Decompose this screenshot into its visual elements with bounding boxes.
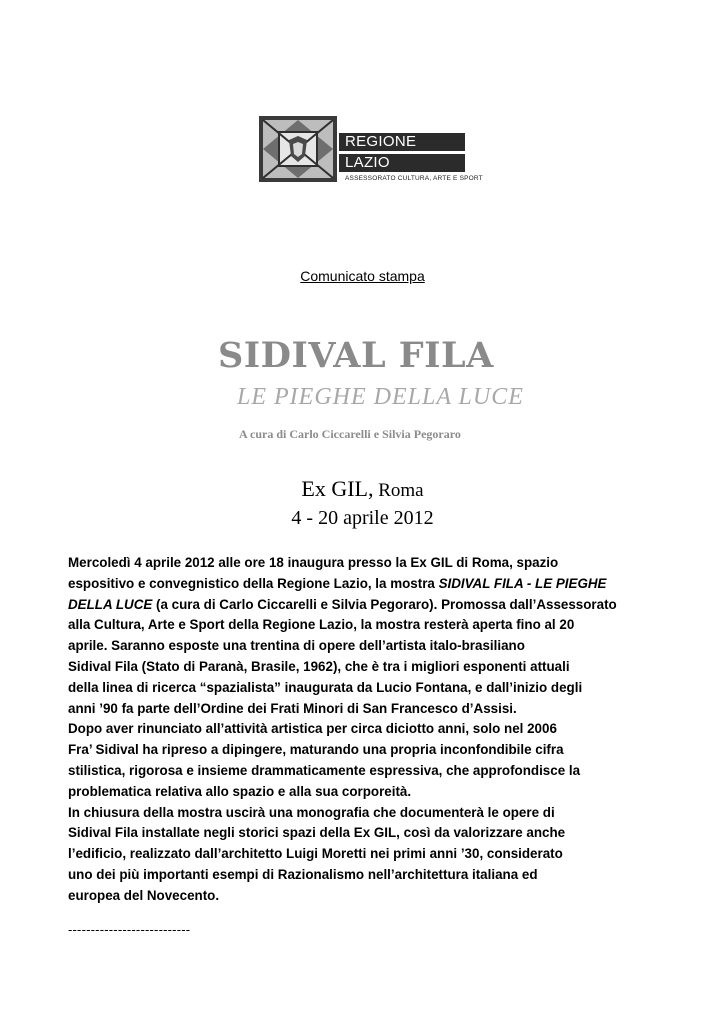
body-line: Sidival Fila installate negli storici spazi della Ex GIL, così da valorizzare anche [68,825,566,841]
body-line: In chiusura della mostra uscirà una monografia che documenterà le opere di [68,804,555,820]
body-line: europea del Novecento. [68,887,220,903]
body-line: anni ’90 fa parte dell’Ordine dei Frati Minori di San Francesco d’Assisi. [68,700,517,716]
venue-line [0,476,725,504]
regione-lazio-emblem-icon [259,116,337,182]
body-line: Dopo aver rinunciato all’attività artistica per circa diciotto anni, solo nel 2006 [68,721,557,737]
body-line: Mercoledì 4 aprile 2012 alle ore 18 inaugura presso la Ex GIL di Roma, spazio [68,555,559,570]
body-line: l’edificio, realizzato dall’architetto Luigi Moretti nei primi anni ’30, considerato [68,846,563,862]
body-line: della linea di ricerca “spazialista” inaugurata da Lucio Fontana, e dall’inizio degli [68,679,583,695]
body-line: alla Cultura, Arte e Sport della Regione Lazio, la mostra resterà aperta fino al 20 [68,617,575,633]
artist-title: SIDIVAL FILA [218,335,494,376]
logo-name-line2: LAZIO [345,154,390,171]
regione-lazio-logo [259,116,483,186]
body-line: Fra’ Sidival ha ripreso a dipingere, maturando una propria inconfondibile cifra [68,742,564,758]
body-line: DELLA LUCE (a cura di Carlo Ciccarelli e Silvia Pegoraro). Promossa dall’Assessorato [68,596,617,612]
body-line: problematica relativa allo spazio e alla sua corporeità. [68,783,412,799]
press-release-body [68,553,668,907]
body-line: aprile. Saranno esposte una trentina di opere dell’artista italo-brasiliano [68,638,525,654]
body-line: stilistica, rigorosa e insieme drammaticamente espressiva, che approfondisce la [68,762,581,778]
body-italic-title: SIDIVAL FILA - LE PIEGHE [438,575,607,591]
curators-line: A cura di Carlo Ciccarelli e Silvia Pegoraro [239,427,461,441]
press-release-label: Comunicato stampa [300,268,425,284]
body-italic-title: DELLA LUCE [68,596,153,612]
body-line: espositivo e convegnistico della Regione Lazio, la mostra SIDIVAL FILA - LE PIEGHE [68,575,607,591]
venue-city: Roma [373,480,424,501]
body-line: uno dei più importanti esempi di Razionalismo nell’architettura italiana ed [68,866,538,882]
venue-name: Ex GIL, [301,476,374,501]
logo-subtitle: ASSESSORATO CULTURA, ARTE E SPORT [345,175,483,182]
body-line: Sidival Fila (Stato di Paranà, Brasile, 1962), che è tra i migliori esponenti attuali [68,658,570,674]
exhibition-title: LE PIEGHE DELLA LUCE [237,384,524,410]
logo-name-line1: REGIONE [345,133,417,150]
exhibition-dates: 4 - 20 aprile 2012 [291,507,434,529]
separator-line: --------------------------- [68,922,191,937]
